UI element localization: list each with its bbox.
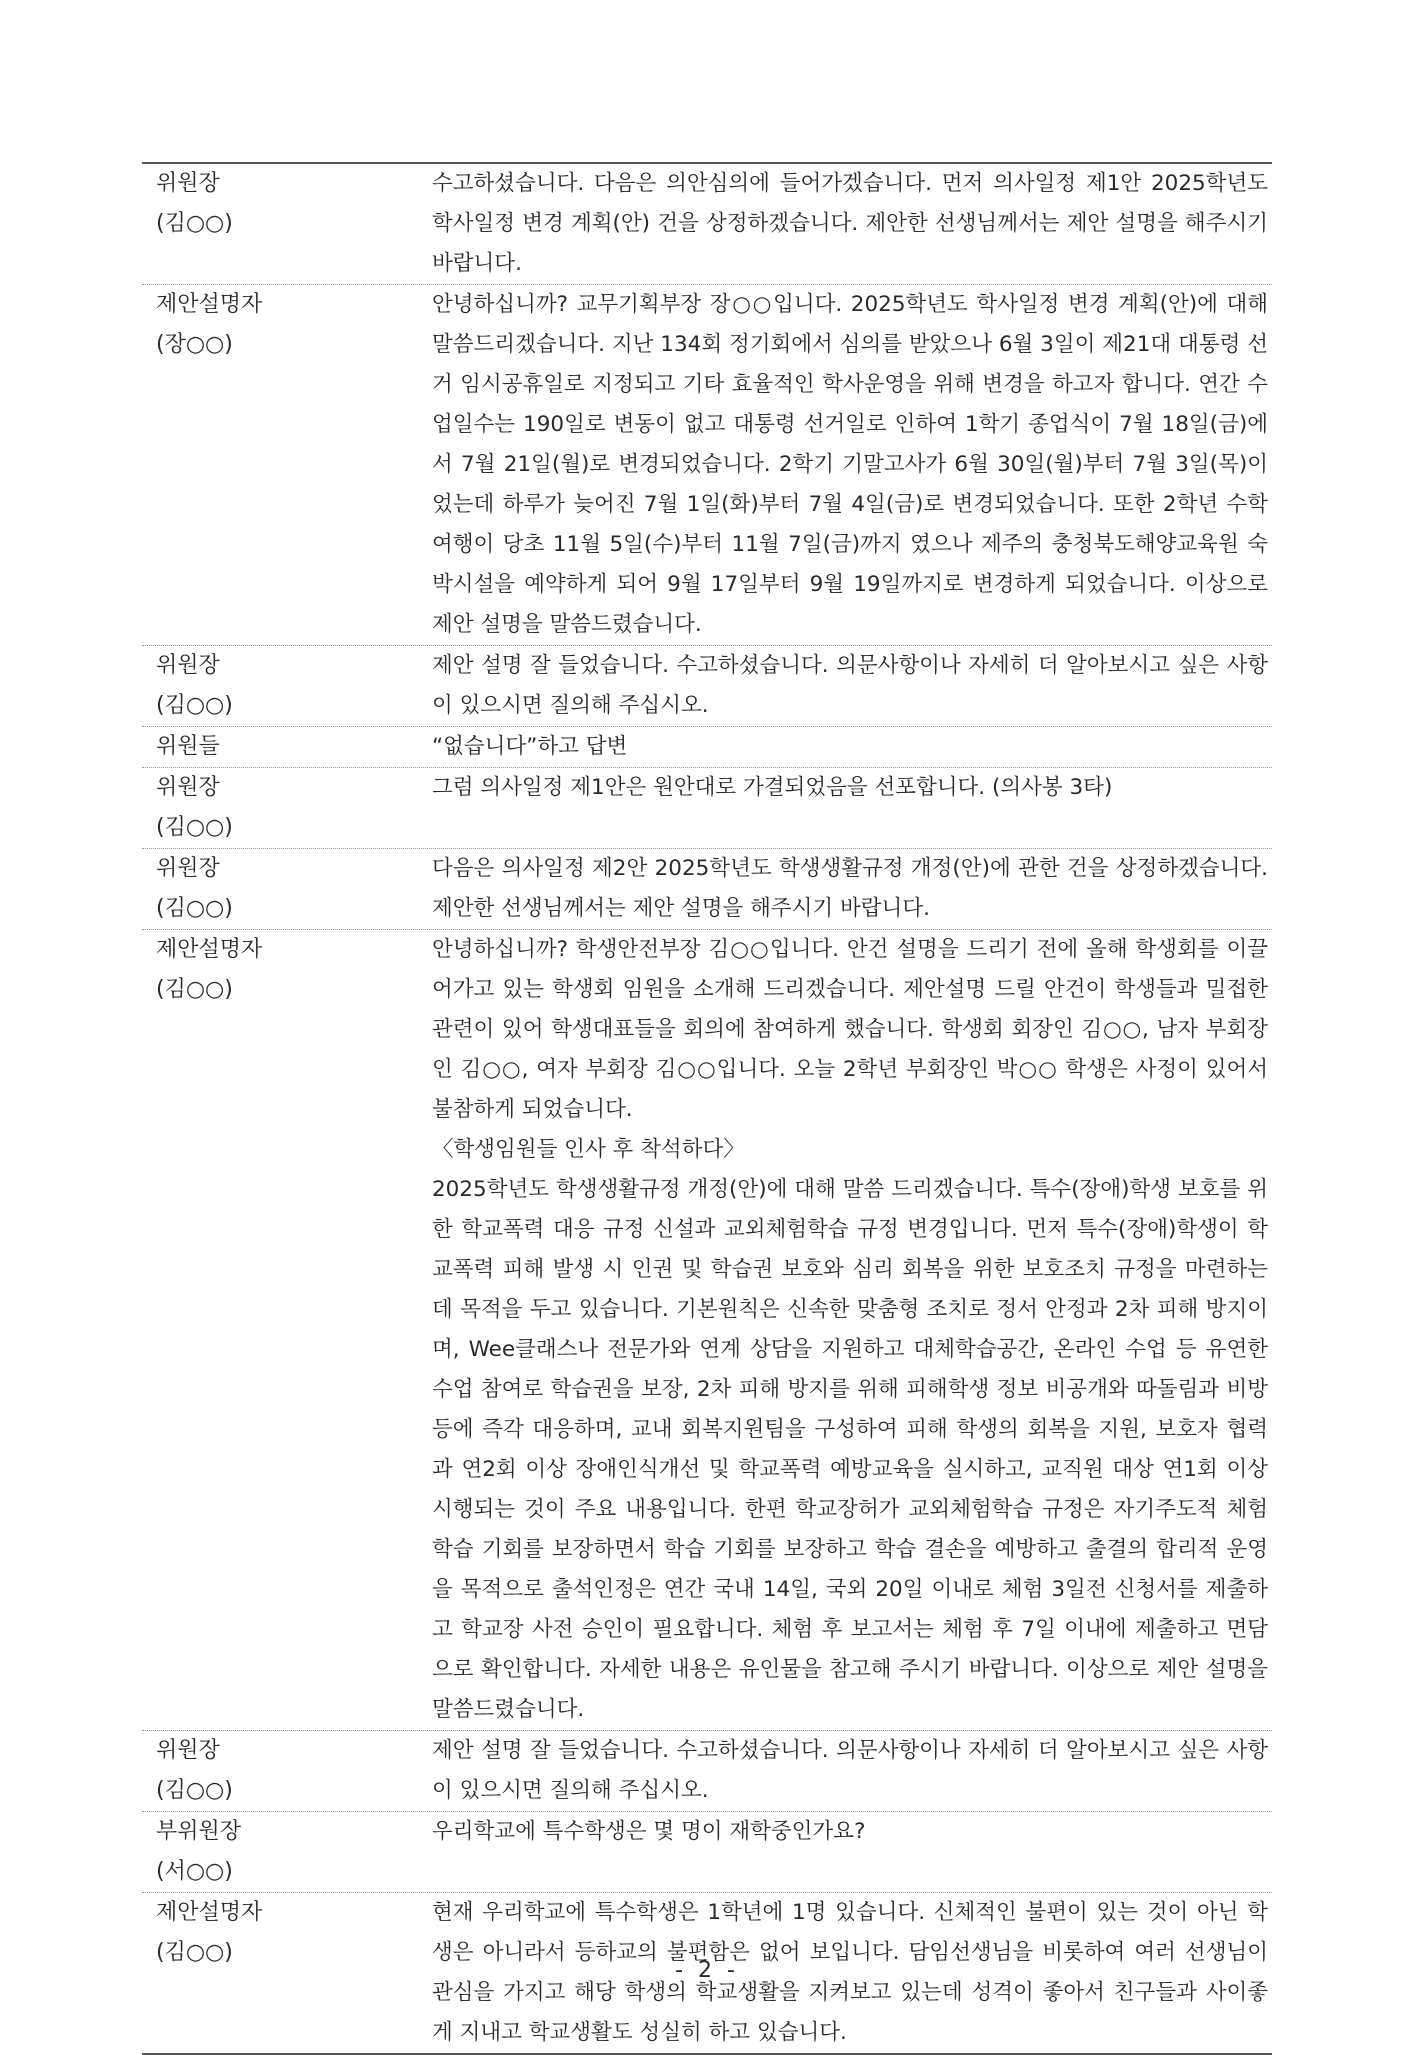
speaker-name: (서○○) bbox=[156, 1859, 233, 1884]
speech-paragraph: 2025학년도 학생생활규정 개정(안)에 대해 말씀 드리겠습니다. 특수(장애)학생 보호를 위한 학교폭력 대응 규정 신설과 교외체험학습 규정 변경입니다. 먼저 특수(장애)학생이 학교폭력 피해 발생 시 인권 및 학습권 보호와 심리 회복을 위한 보호조치 규정을 마련하는데 목적을 두고 있습니다. 기본원칙은 신속한 맞춤형 조치로 정서 안정과 2차 피해 방지이며, Wee클래스나 전문가와 연계 상담을 지원하고 대체학습공간, 온라인 수업 등 유연한 수업 참여로 학습권을 보장, 2차 피해 방지를 위해 피해학생 정보 비공개와 따돌림과 비방 등에 즉각 대응하며, 교내 회복지원팀을 구성하여 피해 학생의 회복을 지원, 보호자 협력과 연2회 이상 장애인식개선 및 학교폭력 예방교육을 실시하고, 교직원 대상 연1회 이상 시행되는 것이 주요 내용입니다. 한편 학교장허가 교외체험학습 규정은 자기주도적 체험학습 기회를 보장하면서 학습 기회를 보장하고 학습 결손을 예방하고 출결의 합리적 운영을 목적으로 출석인정은 연간 국내 14일, 국외 20일 이내로 체험 3일전 신청서를 제출하고 학교장 사전 승인이 필요합니다. 체험 후 보고서는 체험 후 7일 이내에 제출하고 면담으로 확인합니다. 자세한 내용은 유인물을 참고해 주시기 바랍니다. 이상으로 제안 설명을 말씀드렸습니다. bbox=[432, 1177, 1268, 1722]
speaker-role: 위원장 bbox=[156, 1738, 220, 1763]
minutes-table bbox=[142, 162, 1272, 2055]
speaker-name: (김○○) bbox=[156, 815, 233, 840]
speaker-role: 제안설명자 bbox=[156, 937, 263, 962]
speech-paragraph: 제안 설명 잘 들었습니다. 수고하셨습니다. 의문사항이나 자세히 더 알아보시고 싶은 사항이 있으시면 질의해 주십시오. bbox=[432, 653, 1268, 718]
speech-cell bbox=[432, 285, 1272, 645]
minutes-row bbox=[142, 164, 1272, 285]
speech-paragraph: 제안 설명 잘 들었습니다. 수고하셨습니다. 의문사항이나 자세히 더 알아보시고 싶은 사항이 있으시면 질의해 주십시오. bbox=[432, 1738, 1268, 1803]
speaker-name: (김○○) bbox=[156, 1778, 233, 1803]
speaker-cell bbox=[142, 285, 432, 645]
speaker-cell bbox=[142, 1731, 432, 1811]
speech-cell bbox=[432, 930, 1272, 1730]
speaker-cell bbox=[142, 727, 432, 767]
speaker-name: (김○○) bbox=[156, 1940, 233, 1965]
speaker-cell bbox=[142, 768, 432, 848]
speaker-role: 위원들 bbox=[156, 734, 220, 759]
speech-cell bbox=[432, 849, 1272, 929]
speech-paragraph: 현재 우리학교에 특수학생은 1학년에 1명 있습니다. 신체적인 불편이 있는 것이 아닌 학생은 아니라서 등하교의 불편함은 없어 보입니다. 담임선생님을 비롯하여 여러 선생님이 관심을 가지고 해당 학생의 학교생활을 지켜보고 있는데 성격이 좋아서 친구들과 사이좋게 지내고 학교생활도 성실히 하고 있습니다. bbox=[432, 1900, 1268, 2045]
speech-cell bbox=[432, 1812, 1272, 1892]
minutes-row bbox=[142, 646, 1272, 727]
speaker-name: (김○○) bbox=[156, 211, 233, 236]
speaker-role: 제안설명자 bbox=[156, 1900, 263, 1925]
minutes-row bbox=[142, 930, 1272, 1731]
speech-paragraph: 수고하셨습니다. 다음은 의안심의에 들어가겠습니다. 먼저 의사일정 제1안 2025학년도 학사일정 변경 계획(안) 건을 상정하겠습니다. 제안한 선생님께서는 제안 설명을 해주시기 바랍니다. bbox=[432, 171, 1268, 276]
speech-paragraph: 안녕하십니까? 학생안전부장 김○○입니다. 안건 설명을 드리기 전에 올해 학생회를 이끌어가고 있는 학생회 임원을 소개해 드리겠습니다. 제안설명 드릴 안건이 학생들과 밀접한 관련이 있어 학생대표들을 회의에 참여하게 했습니다. 학생회 회장인 김○○, 남자 부회장인 김○○, 여자 부회장 김○○입니다. 오늘 2학년 부회장인 박○○ 학생은 사정이 있어서 불참하게 되었습니다. bbox=[432, 937, 1268, 1122]
speaker-name: (김○○) bbox=[156, 693, 233, 718]
page-number: - 2 - bbox=[675, 1958, 739, 1983]
speaker-cell bbox=[142, 1812, 432, 1892]
minutes-row bbox=[142, 1731, 1272, 1812]
stage-direction: 〈학생임원들 인사 후 착석하다〉 bbox=[432, 1137, 745, 1162]
speaker-name: (장○○) bbox=[156, 332, 233, 357]
minutes-row bbox=[142, 285, 1272, 646]
speech-cell bbox=[432, 1731, 1272, 1811]
minutes-row bbox=[142, 727, 1272, 768]
speech-cell bbox=[432, 768, 1272, 848]
minutes-row bbox=[142, 1812, 1272, 1893]
speaker-cell bbox=[142, 164, 432, 284]
speech-paragraph: 다음은 의사일정 제2안 2025학년도 학생생활규정 개정(안)에 관한 건을 상정하겠습니다. 제안한 선생님께서는 제안 설명을 해주시기 바랍니다. bbox=[432, 856, 1268, 921]
speaker-role: 제안설명자 bbox=[156, 292, 263, 317]
speech-paragraph: “없습니다”하고 답변 bbox=[432, 734, 628, 759]
speaker-role: 위원장 bbox=[156, 171, 220, 196]
speaker-role: 부위원장 bbox=[156, 1819, 242, 1844]
speaker-role: 위원장 bbox=[156, 653, 220, 678]
speaker-name: (김○○) bbox=[156, 977, 233, 1002]
speaker-name: (김○○) bbox=[156, 896, 233, 921]
speech-paragraph: 안녕하십니까? 교무기획부장 장○○입니다. 2025학년도 학사일정 변경 계획(안)에 대해 말씀드리겠습니다. 지난 134회 정기회에서 심의를 받았으나 6월 3일이 제21대 대통령 선거 임시공휴일로 지정되고 기타 효율적인 학사운영을 위해 변경을 하고자 합니다. 연간 수업일수는 190일로 변동이 없고 대통령 선거일로 인하여 1학기 종업식이 7월 18일(금)에서 7월 21일(월)로 변경되었습니다. 2학기 기말고사가 6월 30일(월)부터 7월 3일(목)이었는데 하루가 늦어진 7월 1일(화)부터 7월 4일(금)로 변경되었습니다. 또한 2학년 수학여행이 당초 11월 5일(수)부터 11월 7일(금)까지 였으나 제주의 충청북도해양교육원 숙박시설을 예약하게 되어 9월 17일부터 9월 19일까지로 변경하게 되었습니다. 이상으로 제안 설명을 말씀드렸습니다. bbox=[432, 292, 1268, 637]
speaker-cell bbox=[142, 849, 432, 929]
speech-paragraph: 우리학교에 특수학생은 몇 명이 재학중인가요? bbox=[432, 1819, 866, 1844]
speech-cell bbox=[432, 727, 1272, 767]
speaker-cell bbox=[142, 646, 432, 726]
speech-cell bbox=[432, 646, 1272, 726]
minutes-row bbox=[142, 849, 1272, 930]
speech-paragraph: 그럼 의사일정 제1안은 원안대로 가결되었음을 선포합니다. (의사봉 3타) bbox=[432, 775, 1113, 800]
speech-cell bbox=[432, 164, 1272, 284]
speaker-role: 위원장 bbox=[156, 775, 220, 800]
speaker-cell bbox=[142, 930, 432, 1730]
minutes-row bbox=[142, 768, 1272, 849]
speaker-role: 위원장 bbox=[156, 856, 220, 881]
